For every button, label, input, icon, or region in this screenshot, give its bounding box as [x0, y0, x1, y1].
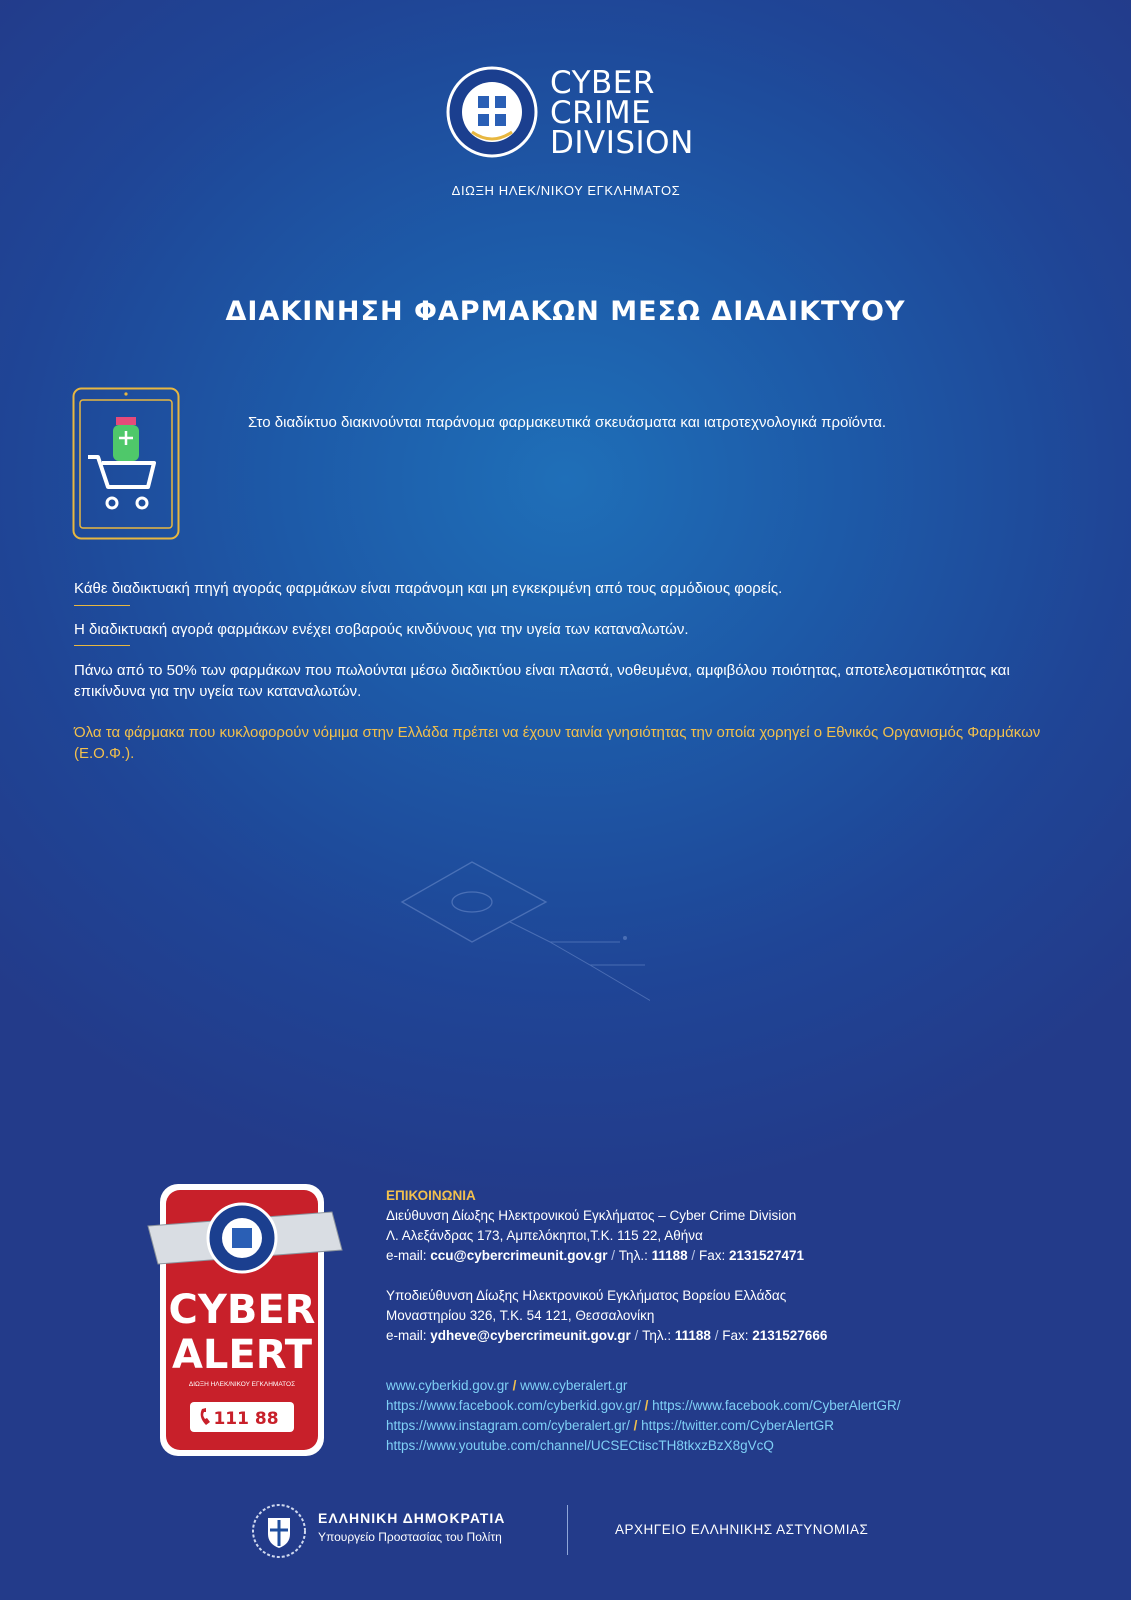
- thessaloniki-fax: 2131527666: [752, 1328, 828, 1343]
- division-thessaloniki-contacts: e-mail: ydheve@cybercrimeunit.gov.gr / Τηλ.: 11188 / Fax: 2131527666: [386, 1328, 828, 1343]
- police-badge-icon: [446, 66, 538, 158]
- police-hq-label: ΑΡΧΗΓΕΙΟ ΕΛΛΗΝΙΚΗΣ ΑΣΤΥΝΟΜΙΑΣ: [615, 1522, 869, 1537]
- thessaloniki-phone[interactable]: 11188: [674, 1328, 711, 1343]
- athens-email[interactable]: ccu@cybercrimeunit.gov.gr: [430, 1248, 608, 1263]
- cyber-alert-line1: CYBER: [168, 1287, 316, 1333]
- logo-line-cyber: CYBER: [550, 65, 655, 101]
- cyber-alert-phone: 111 88: [213, 1409, 279, 1429]
- republic-label: ΕΛΛΗΝΙΚΗ ΔΗΜΟΚΡΑΤΙΑ: [318, 1510, 506, 1526]
- link-cyberkid[interactable]: www.cyberkid.gov.gr: [386, 1378, 509, 1393]
- link-twitter[interactable]: https://twitter.com/CyberAlertGR: [641, 1418, 834, 1433]
- division-athens-address: Λ. Αλεξάνδρας 173, Αμπελόκηποι,Τ.Κ. 115 22, Αθήνα: [386, 1228, 703, 1243]
- link-facebook-cyberkid[interactable]: https://www.facebook.com/cyberkid.gov.gr/: [386, 1398, 641, 1413]
- footer-divider: [567, 1505, 568, 1555]
- division-athens-contacts: e-mail: ccu@cybercrimeunit.gov.gr / Τηλ.: 11188 / Fax: 2131527471: [386, 1248, 805, 1263]
- divider: [74, 605, 130, 606]
- division-thessaloniki-address: Μοναστηρίου 326, Τ.Κ. 54 121, Θεσσαλονίκη: [386, 1308, 655, 1323]
- thessaloniki-email[interactable]: ydheve@cybercrimeunit.gov.gr: [430, 1328, 631, 1343]
- greek-republic-emblem-icon: [250, 1502, 308, 1560]
- point-2: Η διαδικτυακή αγορά φαρμάκων ενέχει σοβαρούς κινδύνους για την υγεία των καταναλωτών.: [74, 621, 689, 638]
- athens-fax: 2131527471: [728, 1248, 805, 1263]
- greek-republic-block: [318, 1510, 505, 1544]
- link-cyberalert[interactable]: www.cyberalert.gr: [520, 1378, 628, 1393]
- link-facebook-cyberalert[interactable]: https://www.facebook.com/CyberAlertGR/: [652, 1398, 901, 1413]
- eof-note: Όλα τα φάρμακα που κυκλοφορούν νόμιμα στην Ελλάδα πρέπει να έχουν ταινία γνησιότητας την οποία χορηγεί ο Εθνικός Οργανισμός Φαρμάκων (Ε.Ο.Φ.).: [74, 724, 1041, 762]
- logo-line-crime: CRIME: [550, 95, 652, 131]
- logo-subtitle: ΔΙΩΞΗ ΗΛΕΚ/ΝΙΚΟΥ ΕΓΚΛΗΜΑΤΟΣ: [451, 183, 681, 198]
- logo-wordmark: [550, 65, 694, 161]
- link-youtube[interactable]: https://www.youtube.com/channel/UCSECtiscTH8tkxzBzX8gVcQ: [386, 1438, 774, 1453]
- link-instagram[interactable]: https://www.instagram.com/cyberalert.gr/: [386, 1418, 630, 1433]
- tablet-shopping-cart-icon: [72, 387, 180, 540]
- divider: [74, 645, 130, 646]
- cyber-alert-line2: ALERT: [171, 1332, 313, 1378]
- circuit-decoration: [400, 860, 650, 1050]
- athens-phone[interactable]: 11188: [651, 1248, 688, 1263]
- links-block: www.cyberkid.gov.gr / www.cyberalert.gr https://www.facebook.com/cyberkid.gov.gr/ / https://www.facebook.com/CyberAlertGR/ https://www.instagram.com/cyberalert.gr/ / https://twitter.com/CyberAlertGR https://www.youtube.com/channel/UCSECtiscTH8tkxzBzX8gVcQ: [386, 1378, 901, 1453]
- division-athens-name: Διεύθυνση Δίωξης Ηλεκτρονικού Εγκλήματος – Cyber Crime Division: [386, 1208, 797, 1223]
- contact-block: [386, 1186, 827, 1346]
- ministry-label: Υπουργείο Προστασίας του Πολίτη: [318, 1530, 502, 1544]
- point-3: Πάνω από το 50% των φαρμάκων που πωλούνται μέσω διαδικτύου είναι πλαστά, νοθευμένα, αμφιβόλου ποιότητας, αποτελεσματικότητας και επικίνδυνα για την υγεία των καταναλωτών.: [74, 662, 1010, 700]
- cyber-alert-logo: [146, 1180, 346, 1462]
- cyber-crime-division-logo: [446, 65, 694, 206]
- contact-heading: ΕΠΙΚΟΙΝΩΝΙΑ: [386, 1188, 476, 1203]
- intro-text: Στο διαδίκτυο διακινούνται παράνομα φαρμακευτικά σκευάσματα και ιατροτεχνολογικά προϊόντα.: [248, 414, 887, 431]
- point-1: Κάθε διαδικτυακή πηγή αγοράς φαρμάκων είναι παράνομη και μη εγκεκριμένη από τους αρμόδιους φορείς.: [74, 580, 783, 597]
- logo-line-division: DIVISION: [550, 125, 694, 161]
- division-thessaloniki-name: Υποδιεύθυνση Δίωξης Ηλεκτρονικού Εγκλήματος Βορείου Ελλάδας: [386, 1288, 787, 1303]
- cyber-alert-sub: ΔΙΩΞΗ ΗΛΕΚ/ΝΙΚΟΥ ΕΓΚΛΗΜΑΤΟΣ: [188, 1381, 296, 1388]
- page-title: ΔΙΑΚΙΝΗΣΗ ΦΑΡΜΑΚΩΝ ΜΕΣΩ ΔΙΑΔΙΚΤΥΟΥ: [225, 296, 906, 327]
